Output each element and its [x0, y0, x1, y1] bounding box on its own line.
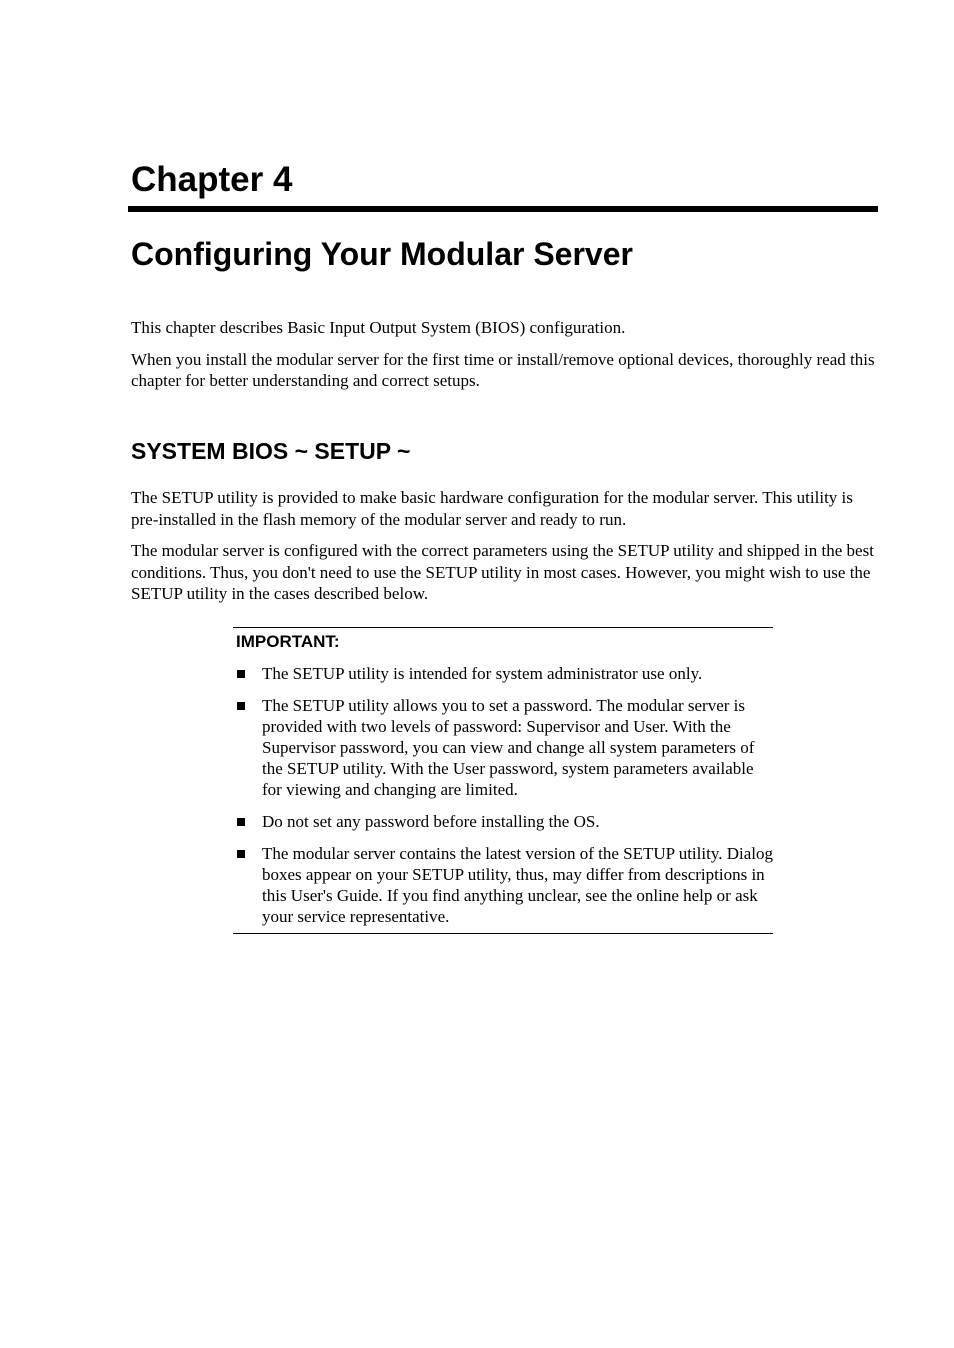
- square-bullet-icon: [237, 850, 245, 858]
- section-paragraph: The SETUP utility is provided to make basic hardware configuration for the modular server. This utility is pre-installed in the flash memory of the modular server and ready to run.: [131, 488, 853, 529]
- square-bullet-icon: [237, 702, 245, 710]
- intro-section: [131, 317, 876, 392]
- list-item: [233, 811, 773, 832]
- list-item-text: Do not set any password before installing the OS.: [262, 812, 600, 831]
- square-bullet-icon: [237, 818, 245, 826]
- chapter-title: Configuring Your Modular Server: [131, 236, 633, 272]
- list-item: [233, 663, 773, 684]
- list-item: [233, 843, 773, 927]
- important-list: [233, 663, 773, 927]
- chapter-label: Chapter 4: [131, 160, 293, 199]
- important-label: IMPORTANT:: [236, 632, 340, 651]
- list-item-text: The SETUP utility allows you to set a password. The modular server is provided with two levels of password: Supervisor and User. With the Supervisor password, you can view and change all system parameters of the SETUP utility. With the User password, system parameters available for viewing and changing are limited.: [262, 696, 755, 799]
- section-paragraph: The modular server is configured with the correct parameters using the SETUP utility and shipped in the best conditions. Thus, you don't need to use the SETUP utility in most cases. However, you might wish to use the SETUP utility in the cases described below.: [131, 541, 874, 603]
- list-item-text: The SETUP utility is intended for system administrator use only.: [262, 664, 703, 683]
- intro-paragraph: This chapter describes Basic Input Output System (BIOS) configuration.: [131, 318, 626, 337]
- square-bullet-icon: [237, 670, 245, 678]
- list-item: [233, 695, 773, 800]
- important-notice-box: [233, 627, 773, 934]
- list-item-text: The modular server contains the latest version of the SETUP utility. Dialog boxes appear on your SETUP utility, thus, may differ from descriptions in this User's Guide. If you find anything unclear, see the online help or ask your service representative.: [262, 844, 773, 926]
- section-body: [131, 487, 876, 605]
- chapter-divider: [128, 206, 878, 212]
- intro-paragraph: When you install the modular server for the first time or install/remove optional devices, thoroughly read this chapter for better understanding and correct setups.: [131, 349, 875, 390]
- section-heading: SYSTEM BIOS ~ SETUP ~: [131, 438, 411, 464]
